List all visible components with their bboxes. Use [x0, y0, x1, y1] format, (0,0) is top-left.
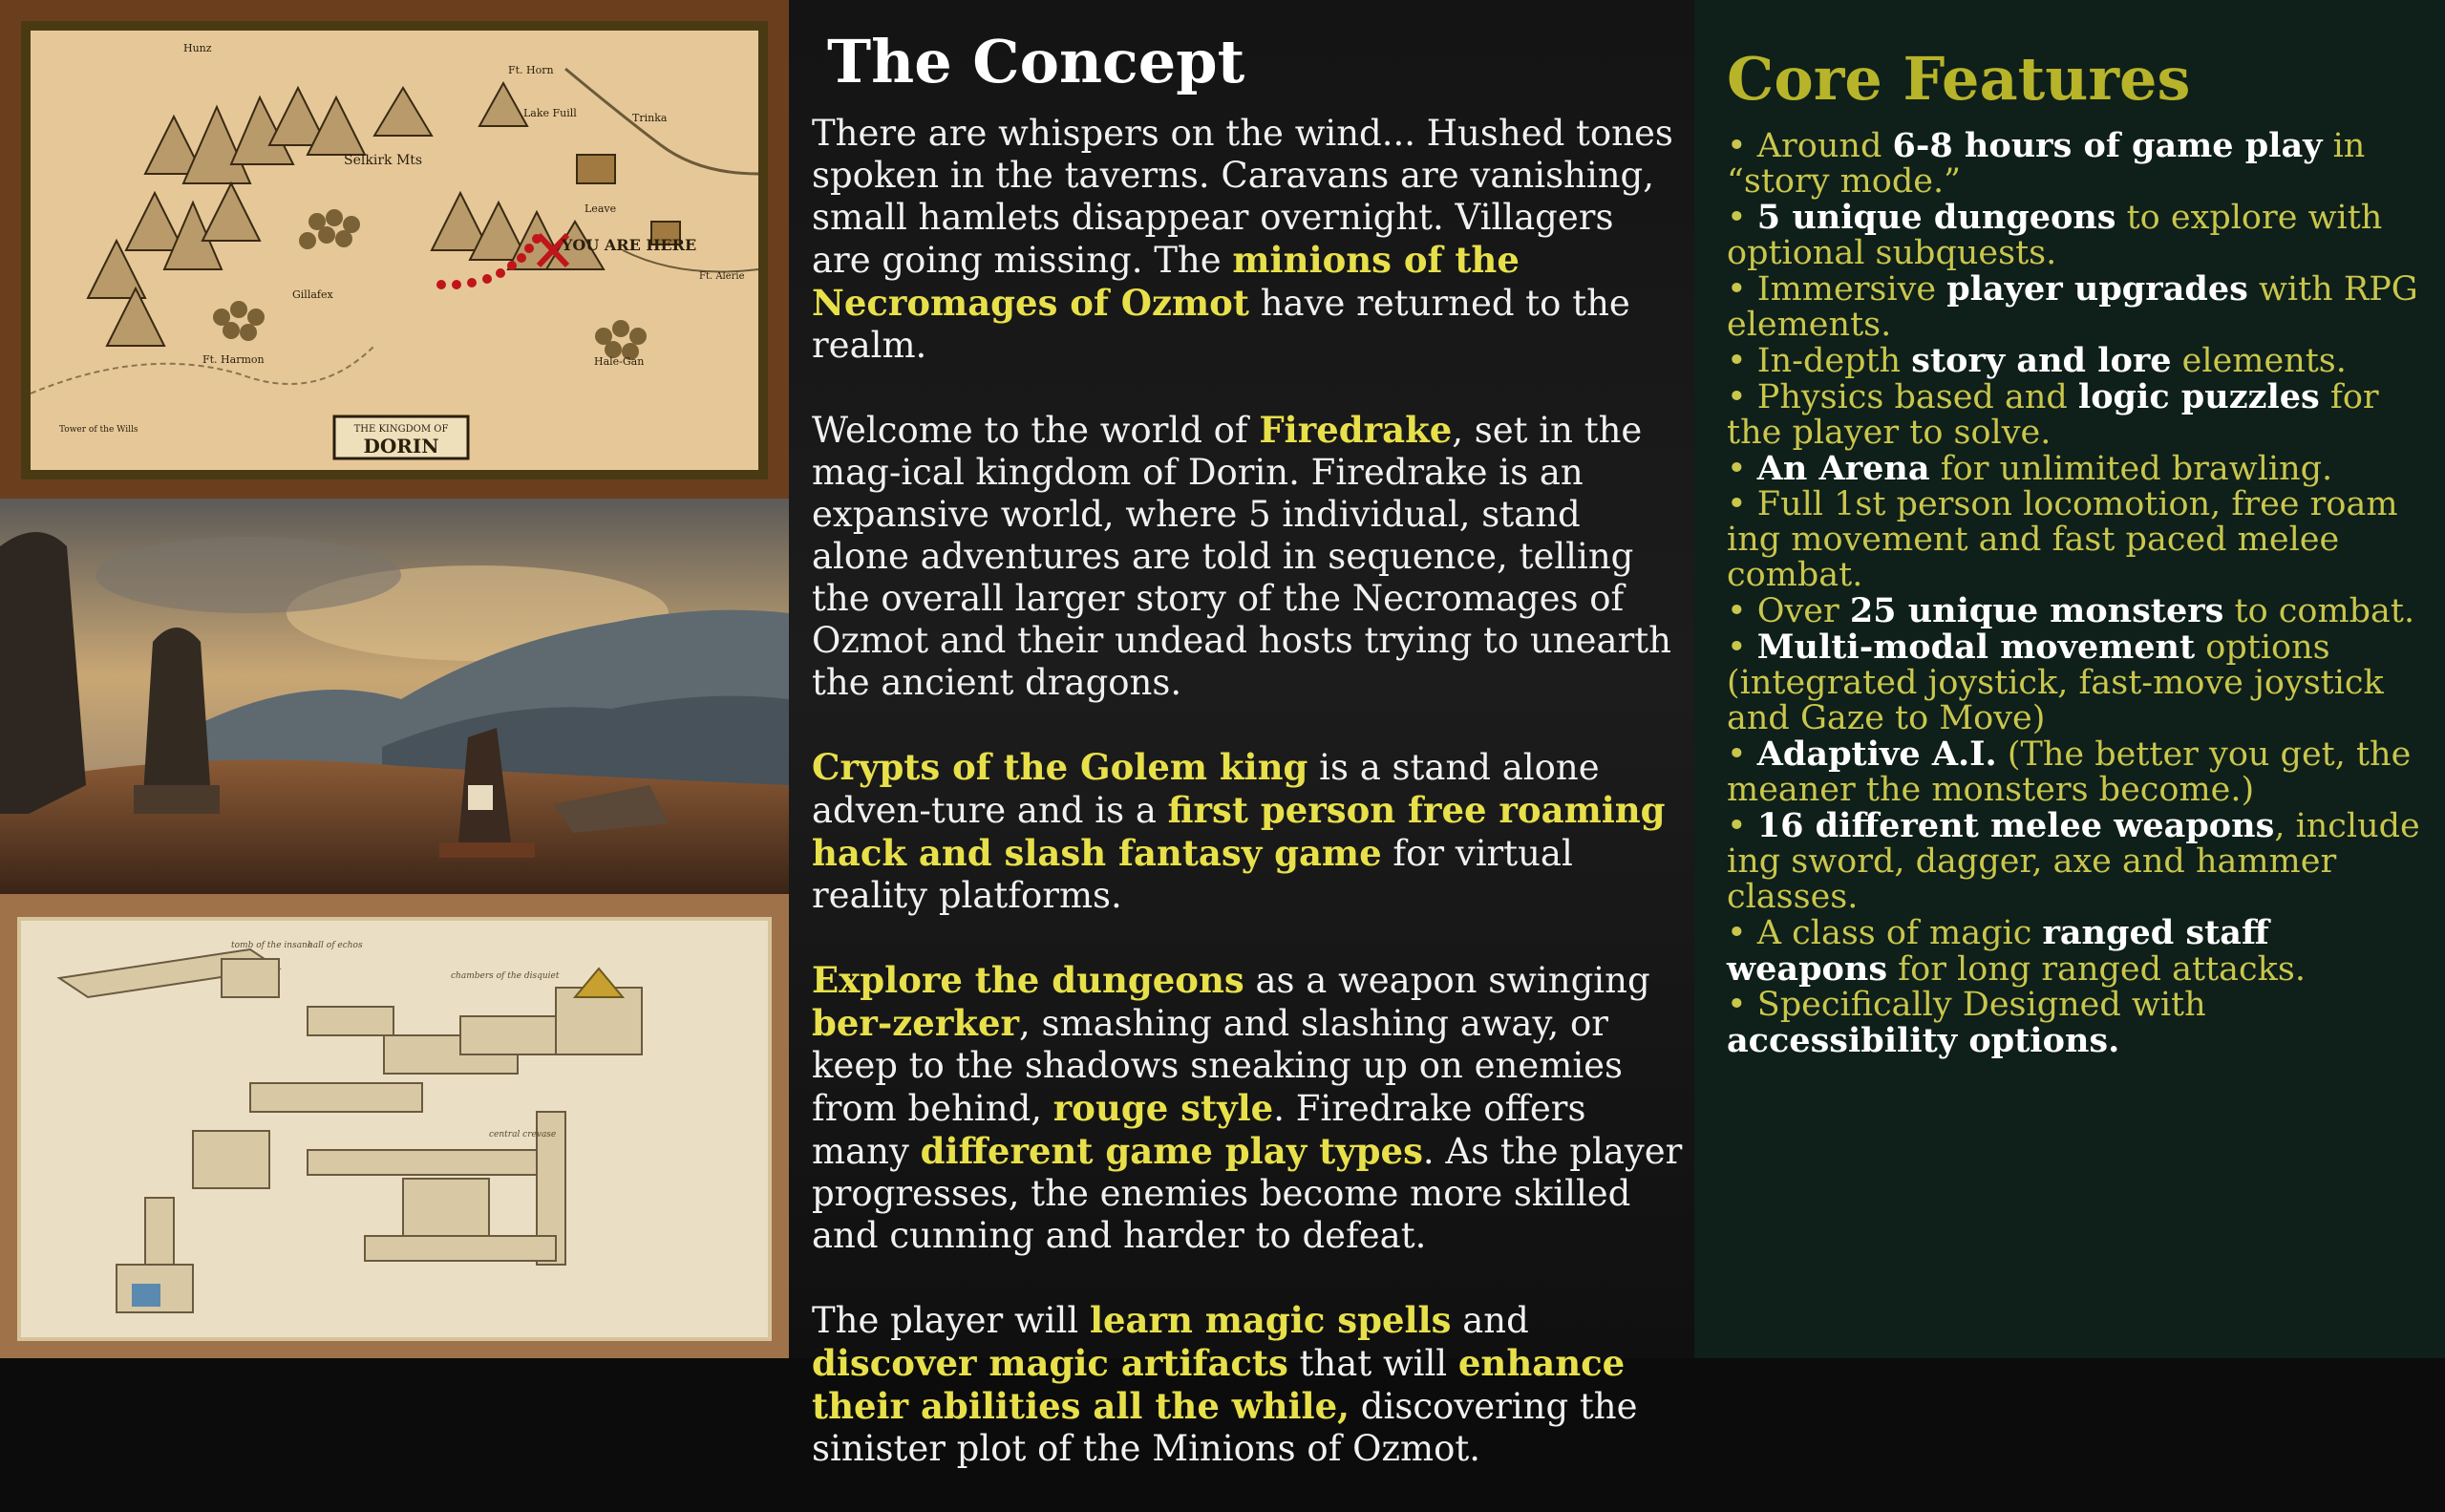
text-run: , set in the mag-ical kingdom of Dorin. Firedrake is an expansive world, where 5 individual, stand alone adventures are told in sequence, telling the overall larger story of the Necromages of Ozmot and their undead hosts trying to unearth the ancient dragons. [812, 410, 1671, 703]
feature-item: • In-depth story and lore elements. [1727, 341, 2347, 380]
image-column [0, 0, 789, 1358]
text-run: Full 1st person locomotion, free roam ing movement and fast paced melee combat. [1727, 485, 2398, 594]
text-run: for virtual reality platforms. [812, 833, 1573, 916]
map-label-hale-gan: Hale-Gan [594, 355, 645, 368]
highlight-artifacts: discover magic artifacts [812, 1342, 1288, 1384]
map-label-hunz: Hunz [183, 42, 212, 54]
concept-paragraph-3 [812, 746, 1683, 917]
dungeon-label-central: central crevase [489, 1130, 557, 1139]
feature-item: • 5 unique dungeons to explore with optional subquests. [1727, 198, 2383, 272]
scene-illustration [0, 499, 789, 894]
highlight-explore: Explore the dungeons [812, 959, 1244, 1001]
highlight-abilities: enhance their abilities all the while, [812, 1342, 1626, 1427]
text-run: for the player to solve. [1727, 378, 2379, 452]
text-run: The player will [812, 1300, 1090, 1341]
map-illustration [31, 31, 758, 470]
dungeon-illustration [21, 921, 768, 1337]
text-run: and [1451, 1300, 1529, 1341]
dungeon-paper [17, 917, 772, 1341]
highlight-spells: learn magic spells [1089, 1299, 1452, 1341]
text-run: as a weapon swinging [1244, 960, 1650, 1001]
feature-item: • Specifically Designed with accessibility options. [1727, 986, 2206, 1060]
text-run: options (integrated joystick, fast-move joystick and Gaze to Move) [1727, 628, 2384, 737]
feature-bold: 6-8 hours of game play [1892, 126, 2323, 165]
concept-section [789, 0, 1694, 1469]
feature-item: • Around 6-8 hours of game play in “story mode.” [1727, 126, 2366, 201]
text-run: There are whispers on the wind... Hushed tones spoken in the taverns. Caravans are vanishing, small hamlets disappear overnight. Villagers are going missing. The [812, 113, 1673, 281]
feature-item: • Multi-modal movement options (integrated joystick, fast-move joystick and Gaze to Move) [1727, 628, 2384, 737]
text-run: In-depth [1756, 342, 1912, 380]
feature-item: • 16 different melee weapons, include ing sword, dagger, axe and hammer classes. [1727, 806, 2420, 916]
text-run: have returned to the realm. [812, 283, 1630, 366]
text-run: to explore with optional subquests. [1727, 199, 2383, 272]
feature-bold: player upgrades [1946, 269, 2248, 309]
map-cartouche-title: DORIN [363, 435, 439, 458]
map-label-you-are-here: YOU ARE HERE [562, 236, 697, 254]
highlight-rouge: rouge style [1052, 1087, 1274, 1129]
feature-bold: 5 unique dungeons [1756, 198, 2116, 237]
text-run: Immersive [1756, 270, 1947, 309]
text-run: elements. [2171, 342, 2347, 380]
map-cartouche-top: THE KINGDOM OF [353, 424, 449, 435]
map-label-selkirk: Selkirk Mts [344, 153, 423, 168]
text-run: Around [1756, 127, 1893, 165]
concept-body [812, 113, 1683, 1512]
text-run: in “story mode.” [1727, 127, 2366, 201]
text-run: discovering the sinister plot of the Minions of Ozmot. [812, 1386, 1638, 1469]
feature-item: • Physics based and logic puzzles for the player to solve. [1727, 377, 2379, 452]
feature-bold: An Arena [1756, 449, 1930, 488]
dungeon-map-image [0, 894, 789, 1358]
feature-bold: 16 different melee weapons [1756, 806, 2275, 845]
text-run: Specifically Designed with [1756, 986, 2206, 1024]
concept-paragraph-5 [812, 1299, 1683, 1470]
highlight-crypts: Crypts of the Golem king [812, 746, 1308, 788]
map-label-ft-harmon: Ft. Harmon [202, 353, 265, 366]
features-title: Core Features [1727, 44, 2191, 114]
text-run: is a stand alone adven-ture and is a [812, 747, 1600, 831]
map-label-leave: Leave [585, 202, 617, 215]
map-paper [21, 21, 768, 479]
game-scene-image [0, 499, 789, 894]
features-list [1727, 128, 2424, 1059]
text-run: Physics based and [1756, 378, 2078, 416]
concept-paragraph-4 [812, 959, 1683, 1257]
text-run: with RPG elements. [1727, 270, 2418, 344]
feature-item: • Immersive player upgrades with RPG elements. [1727, 269, 2418, 344]
map-label-trinka: Trinka [632, 112, 668, 124]
map-label-gillafex: Gillafex [292, 288, 333, 301]
features-section [1694, 0, 2445, 1358]
feature-bold: Multi-modal movement [1756, 628, 2196, 667]
highlight-playtypes: different game play types [920, 1130, 1423, 1172]
text-run: , include ing sword, dagger, axe and hammer classes. [1727, 807, 2420, 916]
text-run: to combat. [2223, 592, 2415, 630]
highlight-berzerker: ber-zerker [812, 1002, 1019, 1044]
feature-bold: Adaptive A.I. [1756, 735, 1997, 774]
feature-item: • A class of magic ranged staff weapons for long ranged attacks. [1727, 913, 2306, 989]
text-run: A class of magic [1756, 914, 2043, 952]
map-label-ft-horn: Ft. Horn [508, 64, 554, 76]
feature-bold: ranged staff weapons [1727, 913, 2269, 989]
feature-bold: 25 unique monsters [1849, 591, 2224, 630]
kingdom-map-image [0, 0, 789, 499]
concept-paragraph-2 [812, 409, 1683, 704]
text-run: for unlimited brawling. [1929, 450, 2333, 488]
concept-title: The Concept [827, 27, 1245, 96]
map-label-tower: Tower of the Wills [59, 425, 138, 435]
feature-item: • Adaptive A.I. (The better you get, the meaner the monsters become.) [1727, 735, 2412, 809]
feature-bold: accessibility options. [1727, 1021, 2120, 1060]
dungeon-label-tomb: tomb of the insane [231, 941, 313, 950]
map-label-ft-alerie: Ft. Alerie [699, 271, 745, 282]
feature-bold: story and lore [1911, 341, 2172, 380]
feature-item: • Full 1st person locomotion, free roam ing movement and fast paced melee combat. [1727, 485, 2398, 594]
text-run: . As the player progresses, the enemies become more skilled and cunning and harder to defeat. [812, 1131, 1683, 1256]
feature-item: • An Arena for unlimited brawling. [1727, 449, 2333, 488]
feature-bold: logic puzzles [2077, 377, 2320, 416]
dungeon-label-hall: hall of echos [308, 941, 363, 950]
feature-item: • Over 25 unique monsters to combat. [1727, 591, 2415, 630]
text-run: that will [1287, 1343, 1458, 1384]
text-run: Over [1756, 592, 1850, 630]
highlight-genre: first person free roaming hack and slash fantasy game [812, 789, 1666, 874]
text-run: . Firedrake offers many [812, 1088, 1586, 1172]
text-run: Welcome to the world of [812, 410, 1260, 451]
highlight-necromages: minions of the Necromages of Ozmot [812, 239, 1520, 324]
dungeon-label-chambers: chambers of the disquiet [451, 971, 560, 981]
map-label-lake-fuill: Lake Fuill [523, 107, 577, 119]
highlight-firedrake: Firedrake [1259, 409, 1453, 451]
concept-paragraph-1 [812, 113, 1683, 367]
text-run: , smashing and slashing away, or keep to the shadows sneaking up on enemies from behind, [812, 1003, 1624, 1129]
text-run: (The better you get, the meaner the monsters become.) [1727, 735, 2412, 809]
text-run: for long ranged attacks. [1887, 950, 2306, 989]
